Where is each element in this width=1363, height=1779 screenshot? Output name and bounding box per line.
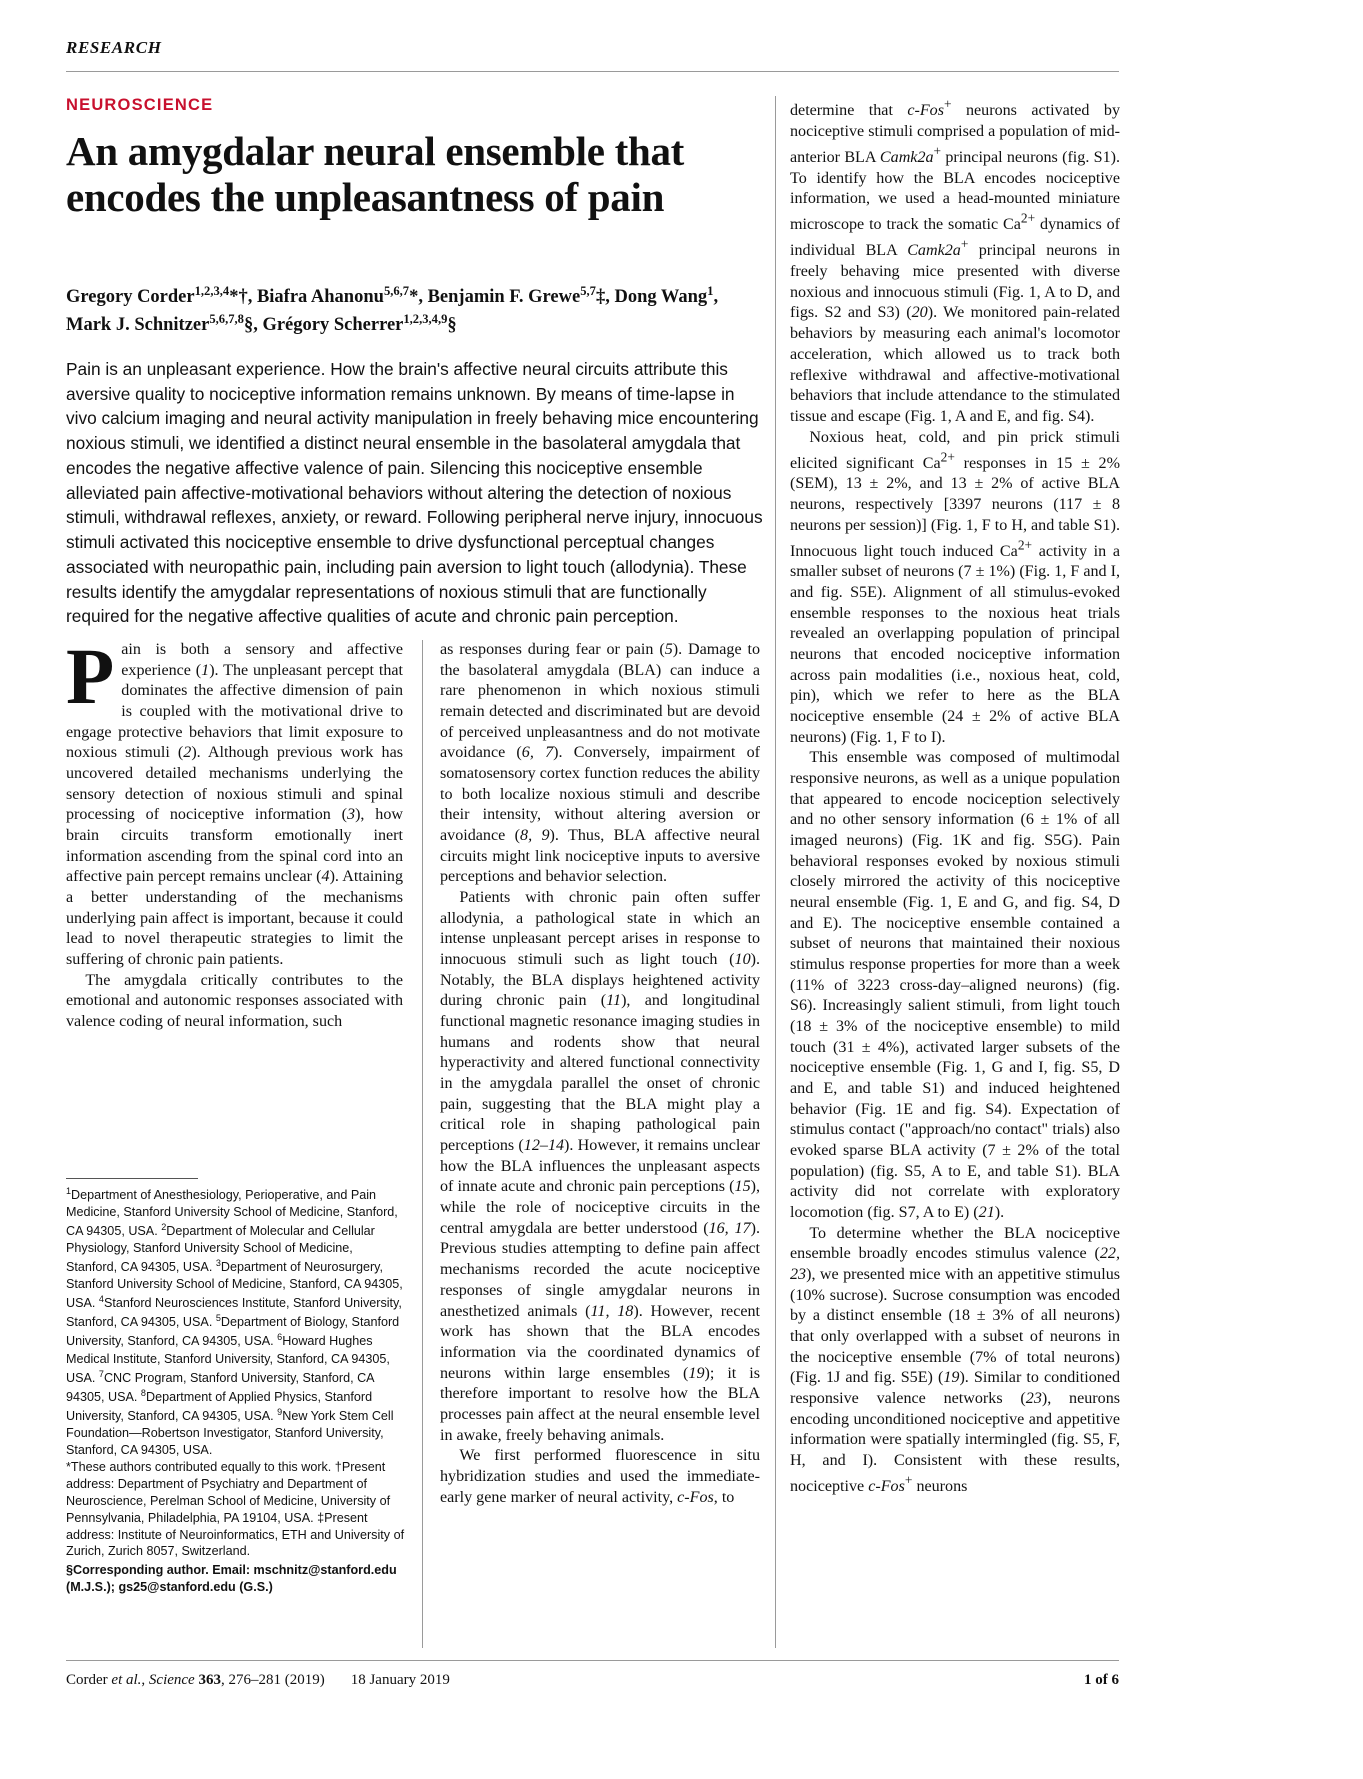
paragraph-text: determine that c-Fos+ neurons activated by nociceptive stimuli comprised a population of mid-anterior BLA Camk2a+ principal neurons (fig. S1). To identify how the BLA encodes nociceptive information, we used a head-mounted miniature microscope to track the somatic $Ca^{2+}$ dynamics of individual BLA Camk2a+ principal neurons in freely behaving mice presented with diverse noxious and innocuous stimuli (Fig. 1, A to D, and figs. S2 and S3) (20). We monitored pain-related behaviors by measuring each animal's locomotor acceleration, which allowed us to track both reflexive withdrawal and affective-motivational behaviors that include attendance to the stimulated tissue and escape (Fig. 1, A and E, and fig. S4).: [790, 97, 1121, 425]
paragraph: [790, 1224, 1120, 1498]
footer-divider: [66, 1660, 1119, 1661]
header-divider: [66, 71, 1119, 72]
paragraph-text: Noxious heat, cold, and pin prick stimuli elicited significant $Ca^{2+}$ responses in 15 ± 2% (SEM), 13 ± 2%, and 13 ± 2% of active BLA neurons, respectively [3397 neurons (117 ± 8 neurons per session)] (Fig. 1, F to H, and table S1). Innocuous light touch induced $Ca^{2+}$ activity in a smaller subset of neurons (7 ± 1%) (Fig. 1, F and I, and fig. S5E). Alignment of all stimulus-evoked ensemble responses to the noxious heat trials revealed an overlapping population of principal neurons that encoded nociceptive information across pain modalities (i.e., noxious heat, cold, pin), which we refer to here as the BLA nociceptive ensemble (24 ± 2% of active BLA neurons) (Fig. 1, F to I).: [790, 428, 1121, 746]
paragraph: [66, 971, 403, 1033]
paragraph: [440, 888, 760, 1446]
page-indicator: 1 of 6: [1084, 1672, 1119, 1688]
column-divider-right: [775, 96, 776, 1648]
paragraph-text: Patients with chronic pain often suffer allodynia, a pathological state in which an intense unpleasant percept arises in response to innocuous stimuli such as light touch (10). Notably, the BLA displays heightened activity during chronic pain (11), and longitudinal functional magnetic resonance imaging studies in humans and rodents show that neural hyperactivity and altered functional connectivity in the amygdala parallel the onset of chronic pain, suggesting that the BLA might play a critical role in shaping pathological pain perceptions (12–14). However, it remains unclear how the BLA influences the unpleasant aspects of innate acute and chronic pain perceptions (15), while the role of nociceptive circuits in the central amygdala are better understood (16, 17). Previous studies attempting to define pain affect mechanisms recorded the acute nociceptive responses of single amygdalar neurons in anesthetized animals (11, 18). However, recent work has shown that the BLA encodes information via the coordinated dynamics of neurons within large ensembles (19); it is therefore important to resolve how the BLA processes pain affect at the neural ensemble level in awake, freely behaving animals.: [440, 889, 761, 1444]
affiliations-divider: [66, 1178, 198, 1179]
paragraph-text: This ensemble was composed of multimodal responsive neurons, as well as a unique population that appeared to encode nociception selectively and no other sensory information (6 ± 1% of all imaged neurons) (Fig. 1K and fig. S5G). Pain behavioral responses evoked by noxious stimuli closely mirrored the activity of this nociceptive neural ensemble (Fig. 1, E and G, and fig. S4, D and E). The nociceptive ensemble contained a subset of neurons that maintained their noxious stimulus response properties for more than a week (11% of 3223 cross-day–aligned neurons) (fig. S6). Increasingly salient stimuli, from light touch (18 ± 3% of the nociceptive ensemble) to mild touch (31 ± 4%), activated larger subsets of the nociceptive ensemble (Fig. 1, G and I, fig. S5, D and E, and table S1) and induced heightened behavior (Fig. 1E and fig. S4). Expectation of stimulus contact ("approach/no contact" trials) also evoked sparse BLA activity (7 ± 2% of the total population) (fig. S5, A to E, and table S1). BLA activity did not correlate with exploratory locomotion (fig. S7, A to E) (21).: [790, 749, 1120, 1222]
author-list: Gregory Corder$^{1,2,3,4}$*†, Biafra Ahanonu$^{5,6,7}$*, Benjamin F. Grewe$^{5,7}$‡, Dong Wang$^1$, Mark J. Schnitzer$^{5,6,7,8}$§, Grégory Scherrer$^{1,2,3,4,9}$§: [66, 284, 719, 335]
subject-category: NEUROSCIENCE: [66, 96, 214, 114]
body-column-1: [66, 634, 404, 1033]
column-divider-left: [422, 640, 423, 1648]
paragraph: [440, 1446, 760, 1508]
paragraph: [440, 640, 760, 888]
paragraph-text: as responses during fear or pain (5). Damage to the basolateral amygdala (BLA) can induce a rare phenomenon in which noxious stimuli remain detected and discriminated but are devoid of perceived unpleasantness and do not motivate avoidance (6, 7). Conversely, impairment of somatosensory cortex function reduces the ability to both localize noxious stimuli and describe their intensity, without altering aversion or avoidance (8, 9). Thus, BLA affective neural circuits might link nociceptive inputs to aversive perceptions and behavior selection.: [440, 641, 760, 886]
affiliations-text: $^1$Department of Anesthesiology, Perioperative, and Pain Medicine, Stanford University School of Medicine, Stanford, CA 94305, USA. $^2$Department of Molecular and Cellular Physiology, Stanford University School of Medicine, Stanford, CA 94305, USA. $^3$Department of Neurosurgery, Stanford University School of Medicine, Stanford, CA 94305, USA. $^4$Stanford Neurosciences Institute, Stanford University, Stanford, CA 94305, USA. $^5$Department of Biology, Stanford University, Stanford, CA 94305, USA. $^6$Howard Hughes Medical Institute, Stanford University, Stanford, CA 94305, USA. $^7$CNC Program, Stanford University, Stanford, CA 94305, USA. $^8$Department of Applied Physics, Stanford University, Stanford, CA 94305, USA. $^9$New York Stem Cell Foundation—Robertson Investigator, Stanford University, Stanford, CA 94305, USA.: [66, 1186, 403, 1457]
paragraph: [66, 634, 404, 971]
publication-date: 18 January 2019: [350, 1672, 450, 1688]
author-notes: *These authors contributed equally to this work. †Present address: Department of Psychiatry and Department of Neuroscience, Perelman School of Medicine, University of Pennsylvania, Philadelphia, PA 19104, USA. ‡Present address: Institute of Neuroinformatics, ETH and University of Zurich, Zurich 8057, Switzerland.: [66, 1459, 405, 1559]
body-column-2: [440, 640, 760, 1508]
footer-citation: [66, 1672, 450, 1689]
paragraph: [790, 428, 1120, 749]
drop-cap: P: [66, 634, 115, 721]
paragraph: [790, 96, 1120, 428]
abstract: Pain is an unpleasant experience. How the brain's affective neural circuits attribute this aversive quality to nociceptive information remains unknown. By means of time-lapse in vivo calcium imaging and neural activity manipulation in freely behaving mice encountering noxious stimuli, we identified a distinct neural ensemble in the basolateral amygdala that encodes the negative affective valence of pain. Silencing this nociceptive ensemble alleviated pain affective-motivational behaviors without altering the detection of noxious stimuli, withdrawal reflexes, anxiety, or reward. Following peripheral nerve injury, innocuous stimuli activated this nociceptive ensemble to drive dysfunctional perceptual changes associated with neuropathic pain, including pain aversion to light touch (allodynia). These results identify the amygdalar representations of noxious stimuli that are functionally required for the negative affective qualities of acute and chronic pain perception.: [66, 359, 763, 627]
paragraph-text: To determine whether the BLA nociceptive ensemble broadly encodes stimulus valence (22, 23), we presented mice with an appetitive stimulus (10% sucrose). Sucrose consumption was encoded by a distinct ensemble (18 ± 3% of all neurons) that only overlapped with a subset of neurons in the nociceptive ensemble (7% of total neurons) (Fig. 1J and fig. S5E) (19). Similar to conditioned responsive valence networks (23), neurons encoding unconditioned nociceptive and appetitive information were spatially intermingled (fig. S5, F, H, and I). Consistent with these results, nociceptive c-Fos+ neurons: [790, 1224, 1121, 1496]
affiliations-block: [66, 1185, 406, 1596]
title-block: [66, 96, 756, 221]
paragraph-text: We first performed fluorescence in situ hybridization studies and used the immediate-early gene marker of neural activity, c-Fos, to: [440, 1447, 760, 1506]
paragraph-text: The amygdala critically contributes to the emotional and autonomic responses associated with valence coding of neural information, such: [66, 971, 403, 1031]
paragraph: [790, 748, 1120, 1223]
corresponding-author: §Corresponding author. Email: mschnitz@stanford.edu (M.J.S.); gs25@stanford.edu (G.S.): [66, 1563, 397, 1595]
running-head: RESEARCH: [66, 38, 162, 57]
page-title: An amygdalar neural ensemble that encodes the unpleasantness of pain: [66, 128, 685, 220]
citation-text: Corder et al., Science 363, 276–281 (2019): [66, 1672, 325, 1688]
body-column-3: [790, 96, 1120, 1498]
paragraph-text: ain is both a sensory and affective experience (1). The unpleasant percept that dominates the affective dimension of pain is coupled with the motivational drive to engage protective behaviors that limit exposure to noxious stimuli (2). Although previous work has uncovered detailed mechanisms underlying the sensory detection of noxious stimuli and spinal processing of nociceptive information (3), how brain circuits transform emotionally inert information ascending from the spinal cord into an affective pain percept remains unclear (4). Attaining a better understanding of the mechanisms underlying pain affect is important, because it could lead to novel therapeutic strategies to limit the suffering of chronic pain patients.: [66, 641, 404, 969]
